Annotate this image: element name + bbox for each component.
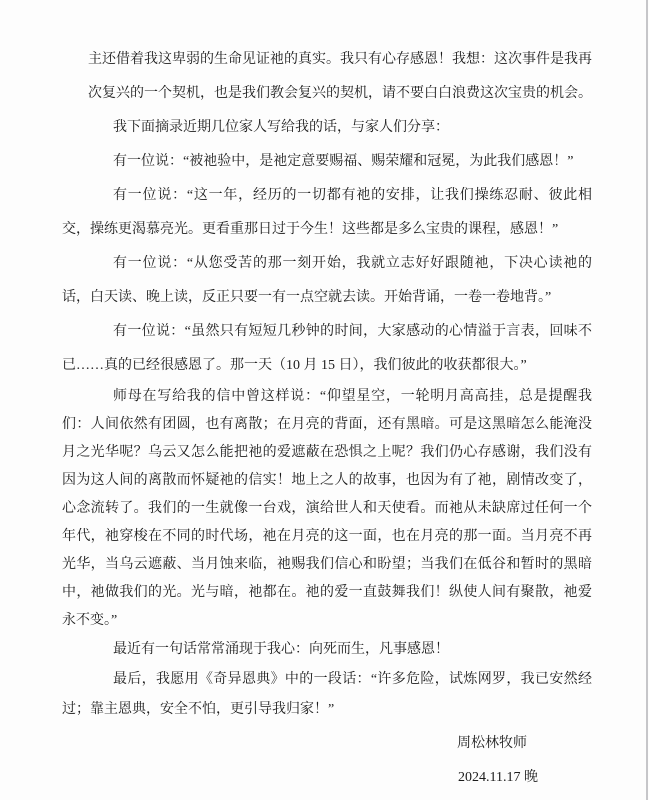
paragraph-intro: 我下面摘录近期几位家人写给我的话，与家人们分享： — [113, 120, 449, 135]
paragraph-motto: 最近有一句话常常涌现于我心：向死而生，凡事感恩！ — [113, 642, 449, 657]
paragraph-shimu-letter: 师母在写给我的信中曾这样说：“仰望星空，一轮明月高高挂，总是提醒我们：人间依然有团圆，也有离散；在月亮的背面，还有黑暗。可是这黑暗怎么能淹没月之光华呢？乌云又怎么能把祂的爱遮蔽在恐惧之上呢？我们仍心存感谢，我们没有因为这人间的离散而怀疑祂的信实！地上之人的故事，也因为有了祂，剧情改变了，心念流转了。我们的一生就像一台戏，演给世人和天使看。而祂从未缺席过任何一个年代，祂穿梭在不同的时代场，祂在月亮的这一面，也在月亮的那一面。当月亮不再光华，当乌云遮蔽、当月蚀来临，祂赐我们信心和盼望；当我们在低谷和暂时的黑暗中，祂做我们的光。光与暗，祂都在。祂的爱一直鼓舞我们！纵使人间有聚散，祂爱永不变。” — [62, 389, 592, 628]
paragraph-quote-3: 有一位说：“从您受苦的那一刻开始，我就立志好好跟随祂，下决心读祂的话，白天读、晚上读，反正只要一有一点空就去读。开始背诵，一卷一卷地背。” — [62, 256, 592, 305]
paragraph-closing: 最后，我愿用《奇异恩典》中的一段话：“许多危险，试炼网罗，我已安然经过；靠主恩典，安全不怕，更引导我归家！” — [62, 672, 592, 717]
paragraph-continuation: 主还借着我这卑弱的生命见证祂的真实。我只有心存感恩！我想：这次事件是我再次复兴的一个契机，也是我们教会复兴的契机，请不要白白浪费这次宝贵的机会。 — [88, 52, 592, 101]
paragraph-quote-4: 有一位说：“虽然只有短短几秒钟的时间，大家感动的心情溢于言表，回味不已……真的已经很感恩了。那一天（10 月 15 日），我们彼此的收获都很大。” — [62, 324, 592, 373]
signature-name: 周松林牧师 — [457, 736, 527, 751]
paragraph-quote-2: 有一位说：“这一年，经历的一切都有祂的安排，让我们操练忍耐、彼此相交，操练更渴慕亮光。更看重那日过于今生！这些都是多么宝贵的课程，感恩！” — [62, 188, 592, 237]
signature-date: 2024.11.17 晚 — [458, 770, 538, 785]
document-body — [62, 43, 592, 793]
page-edge-line — [646, 0, 648, 800]
paragraph-quote-1: 有一位说：“被祂验中，是祂定意要赐福、赐荣耀和冠冕，为此我们感恩！” — [113, 154, 574, 169]
